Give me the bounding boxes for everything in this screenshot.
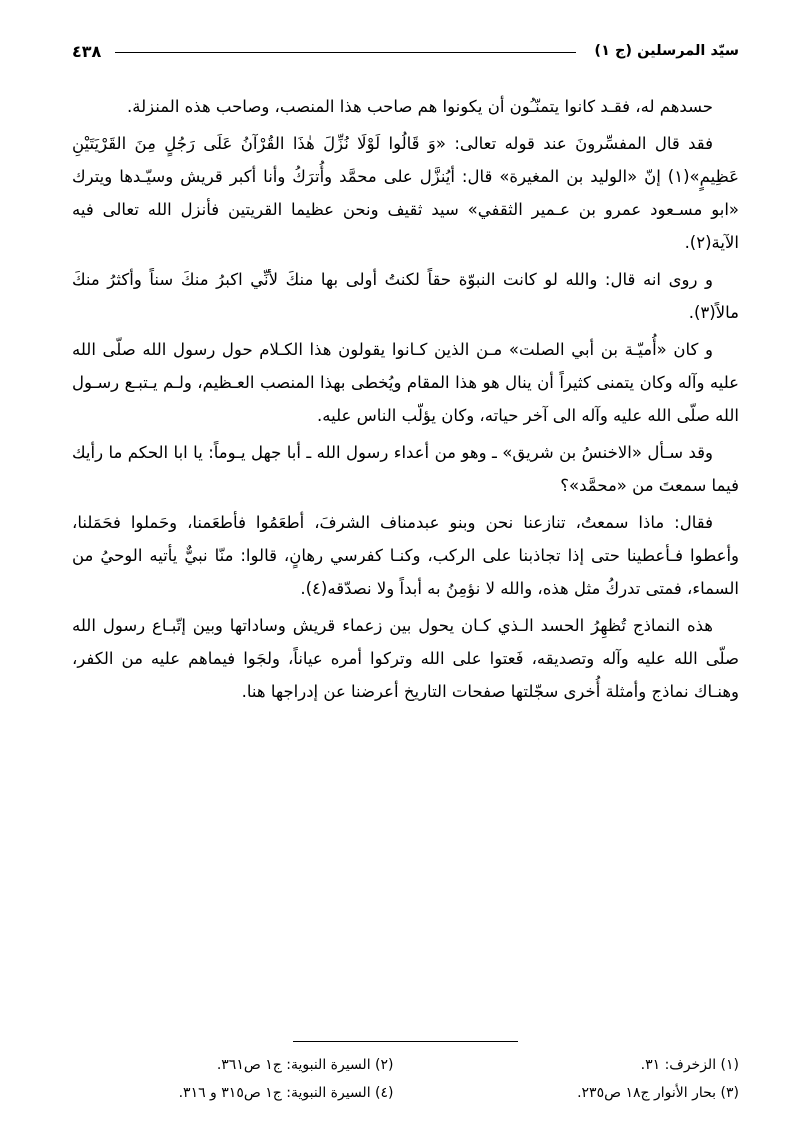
page-header xyxy=(72,38,739,64)
footnote-item: (٤) السيرة النبوية: ج١ ص٣١٥ و ٣١٦. xyxy=(178,1084,394,1101)
paragraph: فقال: ماذا سمعتُ، تنازعنا نحن وبنو عبدمناف الشرفَ، أطعَمُوا فأطعَمنا، وحَملوا فحَمَلنا، وأعطوا فـأعطينا حتى إذا تجاذبنا على الركب، وكنـا كفرسي رهانٍ، قالوا: منّا نبيٌّ يأتيه الوحيُ من السماء، فمتى تدركُ مثل هذه، والله لا نؤمِنُ به أبداً ولا نصدّقه(٤). xyxy=(72,513,739,598)
paragraph: و روى انه قال: والله لو كانت النبوّة حقاً لكنتُ أولى بها منكَ لأنِّي اكبرُ منكَ سناً وأكثرُ منكَ مالاً(٣). xyxy=(72,270,739,322)
paragraph: وقد سـأل «الاخنسُ بن شريق» ـ وهو من أعداء رسول الله ـ أبا جهل يـوماً: يا ابا الحكم ما رأيك فيما سمعتَ من «محمَّد»؟ xyxy=(72,443,739,495)
footnote-item: (٣) بحار الأنوار ج١٨ ص٢٣٥. xyxy=(577,1084,739,1101)
paragraph: حسدهم له، فقـد كانوا يتمنّـُون أن يكونوا هم صاحب هذا المنصب، وصاحب هذه المنزلة. xyxy=(127,97,713,116)
page-number: ٤٣٨ xyxy=(72,41,102,61)
footnote-divider xyxy=(293,1041,518,1042)
footnote-grid xyxy=(72,1052,739,1107)
paragraph: و كان «أُميّـة بن أبي الصلت» مـن الذين كـانوا يقولون هذا الكـلام حول رسول الله صلّى الله عليه وآله وكان يتمنى كثيراً أن ينال هو هذا المقام ويُخطى بهذا المنصب العـظيم، ولـم يـتبـع رسـول الله صلّى الله عليه وآله الى آخر حياته، وكان يؤلّب الناس عليه. xyxy=(72,340,739,425)
header-divider xyxy=(115,52,576,53)
footnote-item: (١) الزخرف: ٣١. xyxy=(640,1057,739,1074)
book-title: سيّد المرسلين (ج ١) xyxy=(594,43,739,59)
paragraph: هذه النماذج تُظهِرُ الحسد الـذي كـان يحول بين زعماء قريش وساداتها وبين إتّبـاع رسول الله صلّى الله عليه وآله وتصديقه، فَعتوا على الله وتركوا أمره عياناً، ولجَوا فيماهم عليه من الكفر، وهنـاك نماذج وأمثلة أُخرى سجّلتها صفحات التاريخ أعرضنا عن إدراجها هنا. xyxy=(72,616,739,701)
footnote-column-left xyxy=(72,1052,406,1107)
footnotes-section xyxy=(72,1041,739,1107)
page-body xyxy=(72,90,739,708)
footnote-column-right xyxy=(406,1052,740,1107)
footnote-item: (٢) السيرة النبوية: ج١ ص٣٦١. xyxy=(216,1057,394,1074)
paragraph: فقد قال المفسِّرونَ عند قوله تعالى: «وَ قَالُوا لَوْلَا نُزِّلَ هٰذَا القُرْآنُ عَلَى رَجُلٍ مِنَ القَرْيَتَيْنِ عَظِيمٍ»(١) إنّ «الوليد بن المغيرة» قال: أيُنزَّل على محمَّد وأُترَكُ وأنا أكبر قريش وسيّـدها ويترك «ابو مسـعود عمرو بن عـمير الثقفي» سيد ثقيف ونحن عظيما القريتين فأنزل الله تعالى فيه الآية(٢). xyxy=(72,134,739,252)
